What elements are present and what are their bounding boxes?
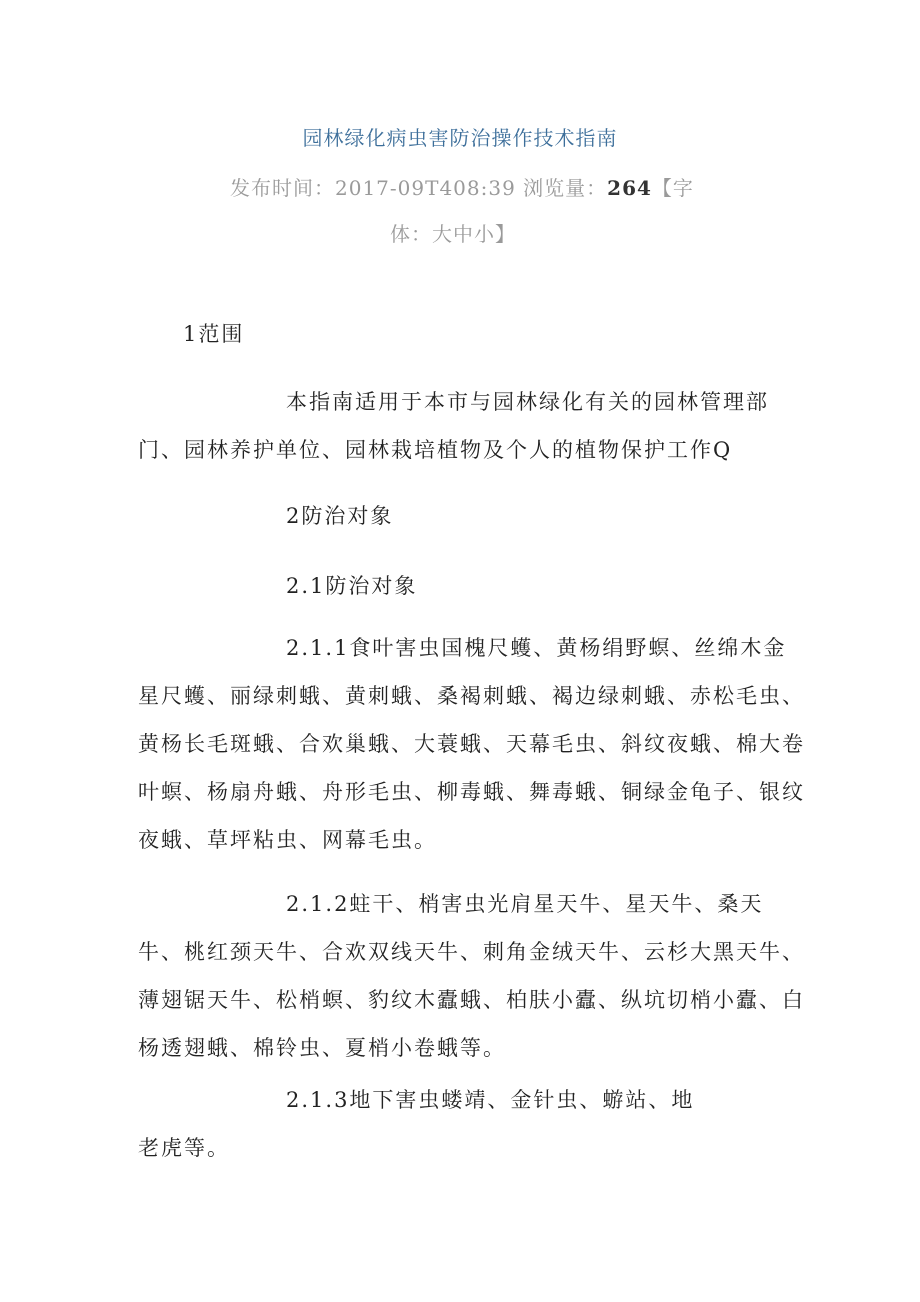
section-2-1-2-body: 2.1.2蛀干、梢害虫光肩星天牛、星天牛、桑天牛、桃红颈天牛、合欢双线天牛、刺角金绒天牛、云杉大黑天牛、薄翅锯天牛、松梢螟、豹纹木蠹蛾、柏肤小蠹、纵坑切梢小蠹、白杨透翅蛾、棉铃虫、夏梢小卷蛾等。 (138, 892, 805, 1060)
section-1-body: 本指南适用于本市与园林绿化有关的园林管理部门、园林养护单位、园林栽培植物及个人的植物保护工作Q (138, 390, 769, 462)
section-2-1-heading: 2.1防治对象 (286, 574, 418, 598)
section-2-1-1-body: 2.1.1食叶害虫国槐尺蠖、黄杨绢野螟、丝绵木金星尺蠖、丽绿刺蛾、黄刺蛾、桑褐刺蛾、褐边绿刺蛾、赤松毛虫、黄杨长毛斑蛾、合欢巢蛾、大蓑蛾、天幕毛虫、斜纹夜蛾、棉大卷叶螟、杨扇舟蛾、舟形毛虫、柳毒蛾、舞毒蛾、铜绿金龟子、银纹夜蛾、草坪粘虫、网幕毛虫。 (138, 636, 805, 852)
section-2-1-3-line-1: 2.1.3地下害虫蝼靖、金针虫、蝣站、地 (286, 1088, 695, 1112)
font-size-open[interactable]: 【字 (651, 176, 694, 200)
meta-line-1 (230, 172, 700, 201)
meta-line-2 (390, 218, 590, 247)
views-label: 浏览量： (523, 176, 608, 200)
section-2-1-3-line-2: 老虎等。 (138, 1136, 230, 1160)
publish-label: 发布时间： (230, 176, 335, 200)
views-count: 264 (607, 176, 652, 200)
section-1-heading: 1范围 (183, 322, 245, 346)
font-size-selector[interactable]: 体：大中小】 (390, 222, 516, 246)
publish-time: 2017-09T408:39 (335, 176, 516, 200)
section-2-heading: 2防治对象 (286, 504, 394, 528)
document-title: 园林绿化病虫害防治操作技术指南 (302, 126, 618, 150)
